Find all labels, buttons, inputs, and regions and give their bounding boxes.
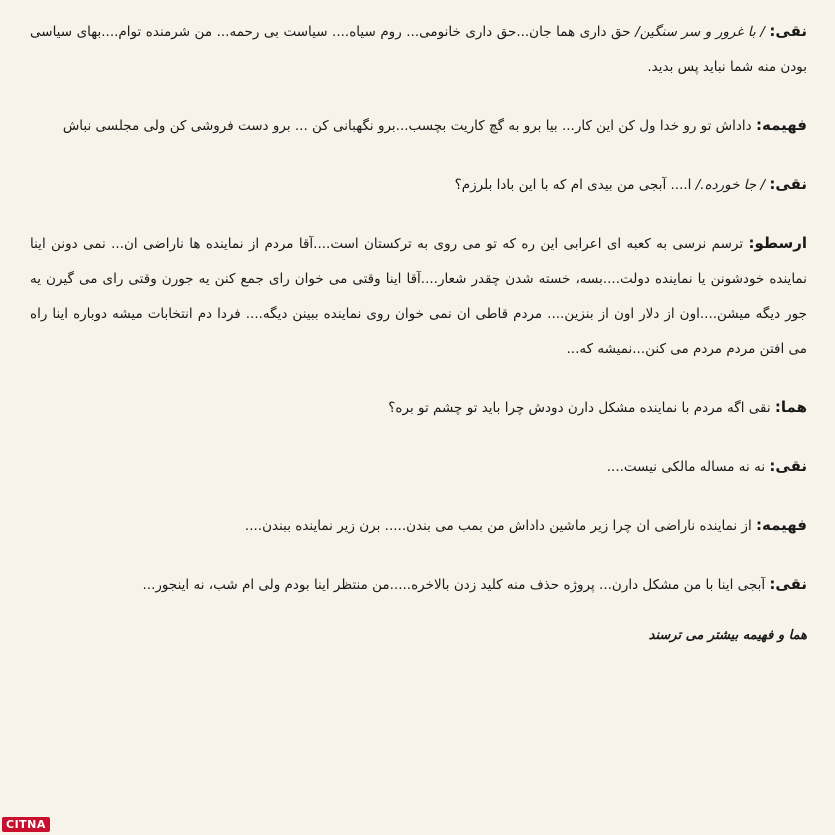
citna-logo: CITNA xyxy=(2,817,50,832)
stage-direction: / جا خورده./ xyxy=(695,177,766,193)
dialogue-text: از نماینده ناراضی ان چرا زیر ماشین داداش من بمب می بندن..... برن زیر نماینده ببندن.... xyxy=(244,518,752,534)
dialogue-text: آبجی اینا با من مشکل دارن... پروژه حذف منه کلید زدن بالاخره.....من منتظر اینا بودم ولی ام شب، نه اینجور... xyxy=(142,577,766,593)
dialogue-line xyxy=(30,108,807,144)
play-script xyxy=(30,14,807,676)
dialogue-text: ا.... آبجی من بیدی ام که با این بادا بلرزم؟ xyxy=(454,177,692,193)
dialogue-text: نقی اگه مردم با نماینده مشکل دارن دودش چرا باید تو چشم تو بره؟ xyxy=(388,400,771,416)
dialogue-line xyxy=(30,567,807,603)
speaker-name: نقی: xyxy=(769,457,807,475)
dialogue-line xyxy=(30,508,807,544)
speaker-name: نقی: xyxy=(769,22,808,40)
closing-stage-direction: هما و فهیمه بیشتر می ترسند xyxy=(648,628,807,643)
dialogue-line xyxy=(30,449,807,485)
stage-direction: / با غرور و سر سنگین/ xyxy=(635,24,765,40)
speaker-name: ارسطو: xyxy=(748,234,808,252)
speaker-name: هما: xyxy=(774,398,807,416)
speaker-name: فهیمه: xyxy=(756,516,807,534)
speaker-name: فهیمه: xyxy=(756,116,807,134)
dialogue-text: نه نه مساله مالکی نیست.... xyxy=(606,459,766,475)
dialogue-text: ترسم نرسی به کعبه ای اعرابی این ره که تو می روی به ترکستان است....آقا مردم از نماینده ها ناراضی ان... نمی دونن اینا نماینده خودشونن یا نماینده دولت....بسه، خسته شدن چقدر شعار....آقا اینا وقتی می خوان رای جمع کنن یه جورن وقتی رای می گیرن یه جور دیگه میشن....اون از دلار اون از بنزین.... مردم قاطی ان نمی خوان روی نماینده ببینن دیگه.... فردا دم انتخابات میشه دوباره اینا راه می افتن مردم مردم می کنن...نمیشه که... xyxy=(30,236,807,357)
speaker-name: نقی: xyxy=(769,575,807,593)
speaker-name: نقی: xyxy=(769,175,807,193)
dialogue-line xyxy=(30,167,807,203)
dialogue-text: داداش تو رو خدا ول کن این کار... بیا برو به گچ کاریت بچسب...برو نگهبانی کن ... برو دست فروشی کن ولی مجلسی نباش xyxy=(62,118,752,134)
dialogue-line xyxy=(30,14,807,85)
dialogue-text: حق داری هما جان...حق داری خانومی... روم سیاه.... سیاست بی رحمه... من شرمنده توام....بهای سیاسی بودن منه شما نباید پس بدید. xyxy=(30,24,807,75)
dialogue-line xyxy=(30,226,807,367)
dialogue-line xyxy=(30,390,807,426)
